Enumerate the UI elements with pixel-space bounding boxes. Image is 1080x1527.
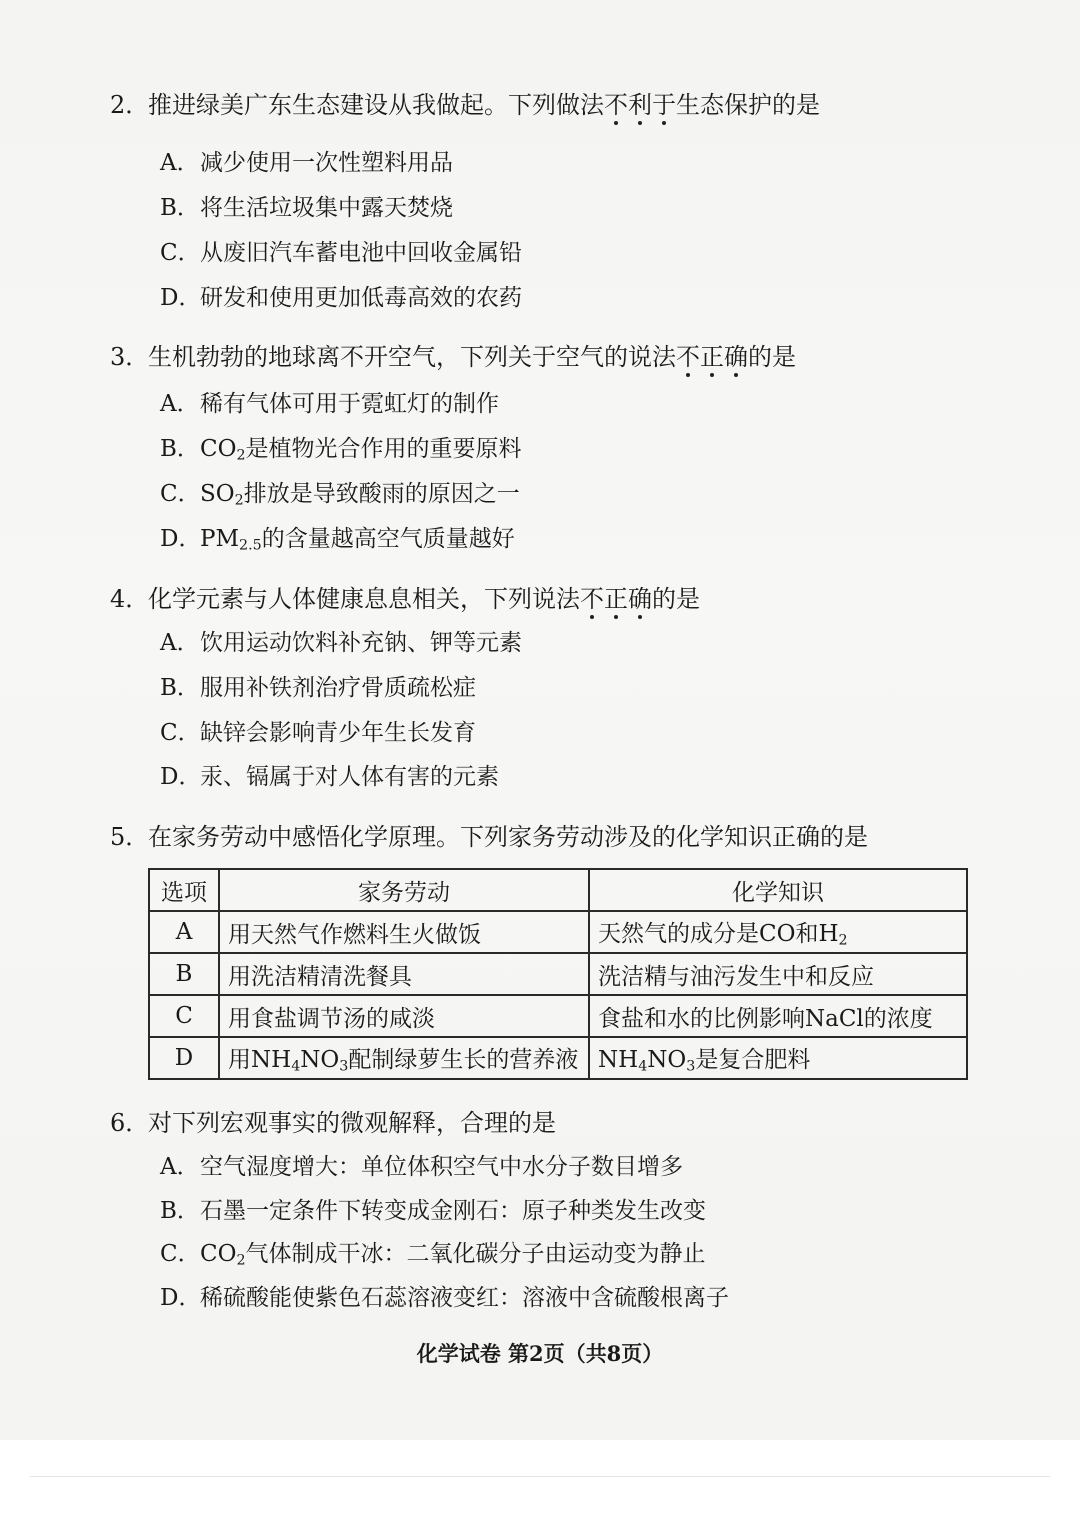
question-text: 生机勃勃的地球离不开空气，下列关于空气的说法不正确的是 <box>148 343 796 371</box>
question-2-option-a <box>160 148 453 178</box>
question-number: 6． <box>110 1109 150 1137</box>
option-letter: C． <box>160 720 201 746</box>
table-cell-labor: 用食盐调节汤的咸淡 <box>219 995 589 1037</box>
question-3-stem <box>110 342 796 372</box>
option-text: 服用补铁剂治疗骨质疏松症 <box>200 675 476 701</box>
table-cell-knowledge: 食盐和水的比例影响NaCl的浓度 <box>589 995 967 1037</box>
option-text: $CO_2$是植物光合作用的重要原料 <box>200 436 522 464</box>
option-letter: A． <box>160 1154 200 1180</box>
option-text: 将生活垃圾集中露天焚烧 <box>200 195 453 221</box>
question-3-option-c <box>160 479 520 516</box>
option-letter: D． <box>160 764 202 790</box>
question-2-stem <box>110 90 820 120</box>
option-text: 缺锌会影响青少年生长发育 <box>200 720 476 746</box>
table-cell-knowledge: 天然气的成分是CO和$H_2$ <box>589 911 967 953</box>
table-row <box>149 1037 967 1079</box>
question-number: 2． <box>110 91 150 119</box>
option-letter: B． <box>160 1198 200 1224</box>
option-text: 减少使用一次性塑料用品 <box>200 150 453 176</box>
question-2-option-b <box>160 193 453 223</box>
question-3-option-a <box>160 389 499 419</box>
question-6-option-c <box>160 1239 706 1276</box>
option-text: 稀有气体可用于霓虹灯的制作 <box>200 391 499 417</box>
option-letter: C． <box>160 240 201 266</box>
question-text: 在家务劳动中感悟化学原理。下列家务劳动涉及的化学知识正确的是 <box>148 823 868 851</box>
table-cell-knowledge: $NH_4NO_3$是复合肥料 <box>589 1037 967 1079</box>
option-text: $CO_2$气体制成干冰：二氧化碳分子由运动变为静止 <box>200 1241 706 1269</box>
question-3-option-b <box>160 434 522 471</box>
table-cell-option: A <box>149 911 219 953</box>
question-5-table <box>148 868 968 1080</box>
table-cell-option: B <box>149 953 219 995</box>
page-footer: 化学试卷 第2页（共8页） <box>416 1341 664 1366</box>
table-row <box>149 911 967 953</box>
option-letter: A． <box>160 150 200 176</box>
table-cell-option: D <box>149 1037 219 1079</box>
table-row <box>149 953 967 995</box>
option-letter: C． <box>160 481 201 507</box>
question-6-option-a <box>160 1152 683 1182</box>
table-header-option: 选项 <box>149 869 219 911</box>
option-text: 空气湿度增大：单位体积空气中水分子数目增多 <box>200 1154 683 1180</box>
divider <box>30 1476 1050 1477</box>
table-cell-option: C <box>149 995 219 1037</box>
option-letter: C． <box>160 1241 201 1267</box>
question-number: 5． <box>110 823 150 851</box>
table-header-labor: 家务劳动 <box>219 869 589 911</box>
question-6-option-b <box>160 1196 706 1226</box>
option-text: 稀硫酸能使紫色石蕊溶液变红：溶液中含硫酸根离子 <box>200 1285 729 1311</box>
question-text: 推进绿美广东生态建设从我做起。下列做法不利于生态保护的是 <box>148 91 820 119</box>
table-cell-labor: 用天然气作燃料生火做饭 <box>219 911 589 953</box>
question-number: 4． <box>110 585 150 613</box>
question-4-stem <box>110 584 700 614</box>
question-number: 3． <box>110 343 150 371</box>
option-text: $PM_{2.5}$的含量越高空气质量越好 <box>200 526 515 554</box>
option-letter: D． <box>160 526 202 552</box>
option-letter: B． <box>160 436 200 462</box>
question-4-option-c <box>160 718 476 748</box>
question-2-option-c <box>160 238 522 268</box>
table-header-row <box>149 869 967 911</box>
question-4-option-b <box>160 673 476 703</box>
question-text: 对下列宏观事实的微观解释，合理的是 <box>148 1109 556 1137</box>
option-text: 研发和使用更加低毒高效的农药 <box>200 285 522 311</box>
question-4-option-a <box>160 628 522 658</box>
option-letter: D． <box>160 285 202 311</box>
table-header-knowledge: 化学知识 <box>589 869 967 911</box>
option-text: 石墨一定条件下转变成金刚石：原子种类发生改变 <box>200 1198 706 1224</box>
question-2-option-d <box>160 283 522 313</box>
option-letter: B． <box>160 675 200 701</box>
table-cell-labor: 用$NH_4NO_3$配制绿萝生长的营养液 <box>219 1037 589 1079</box>
table-cell-knowledge: 洗洁精与油污发生中和反应 <box>589 953 967 995</box>
question-text: 化学元素与人体健康息息相关，下列说法不正确的是 <box>148 585 700 613</box>
option-letter: A． <box>160 630 200 656</box>
question-4-option-d <box>160 762 499 792</box>
table-row <box>149 995 967 1037</box>
page-bottom-margin <box>0 1440 1080 1527</box>
option-letter: B． <box>160 195 200 221</box>
option-letter: A． <box>160 391 200 417</box>
option-text: 饮用运动饮料补充钠、钾等元素 <box>200 630 522 656</box>
question-6-stem <box>110 1108 556 1138</box>
option-letter: D． <box>160 1285 202 1311</box>
table-cell-labor: 用洗洁精清洗餐具 <box>219 953 589 995</box>
option-text: $SO_2$排放是导致酸雨的原因之一 <box>200 481 520 509</box>
option-text: 从废旧汽车蓄电池中回收金属铅 <box>200 240 522 266</box>
question-5-stem <box>110 822 868 852</box>
question-3-option-d <box>160 524 515 561</box>
question-6-option-d <box>160 1283 729 1313</box>
option-text: 汞、镉属于对人体有害的元素 <box>200 764 499 790</box>
